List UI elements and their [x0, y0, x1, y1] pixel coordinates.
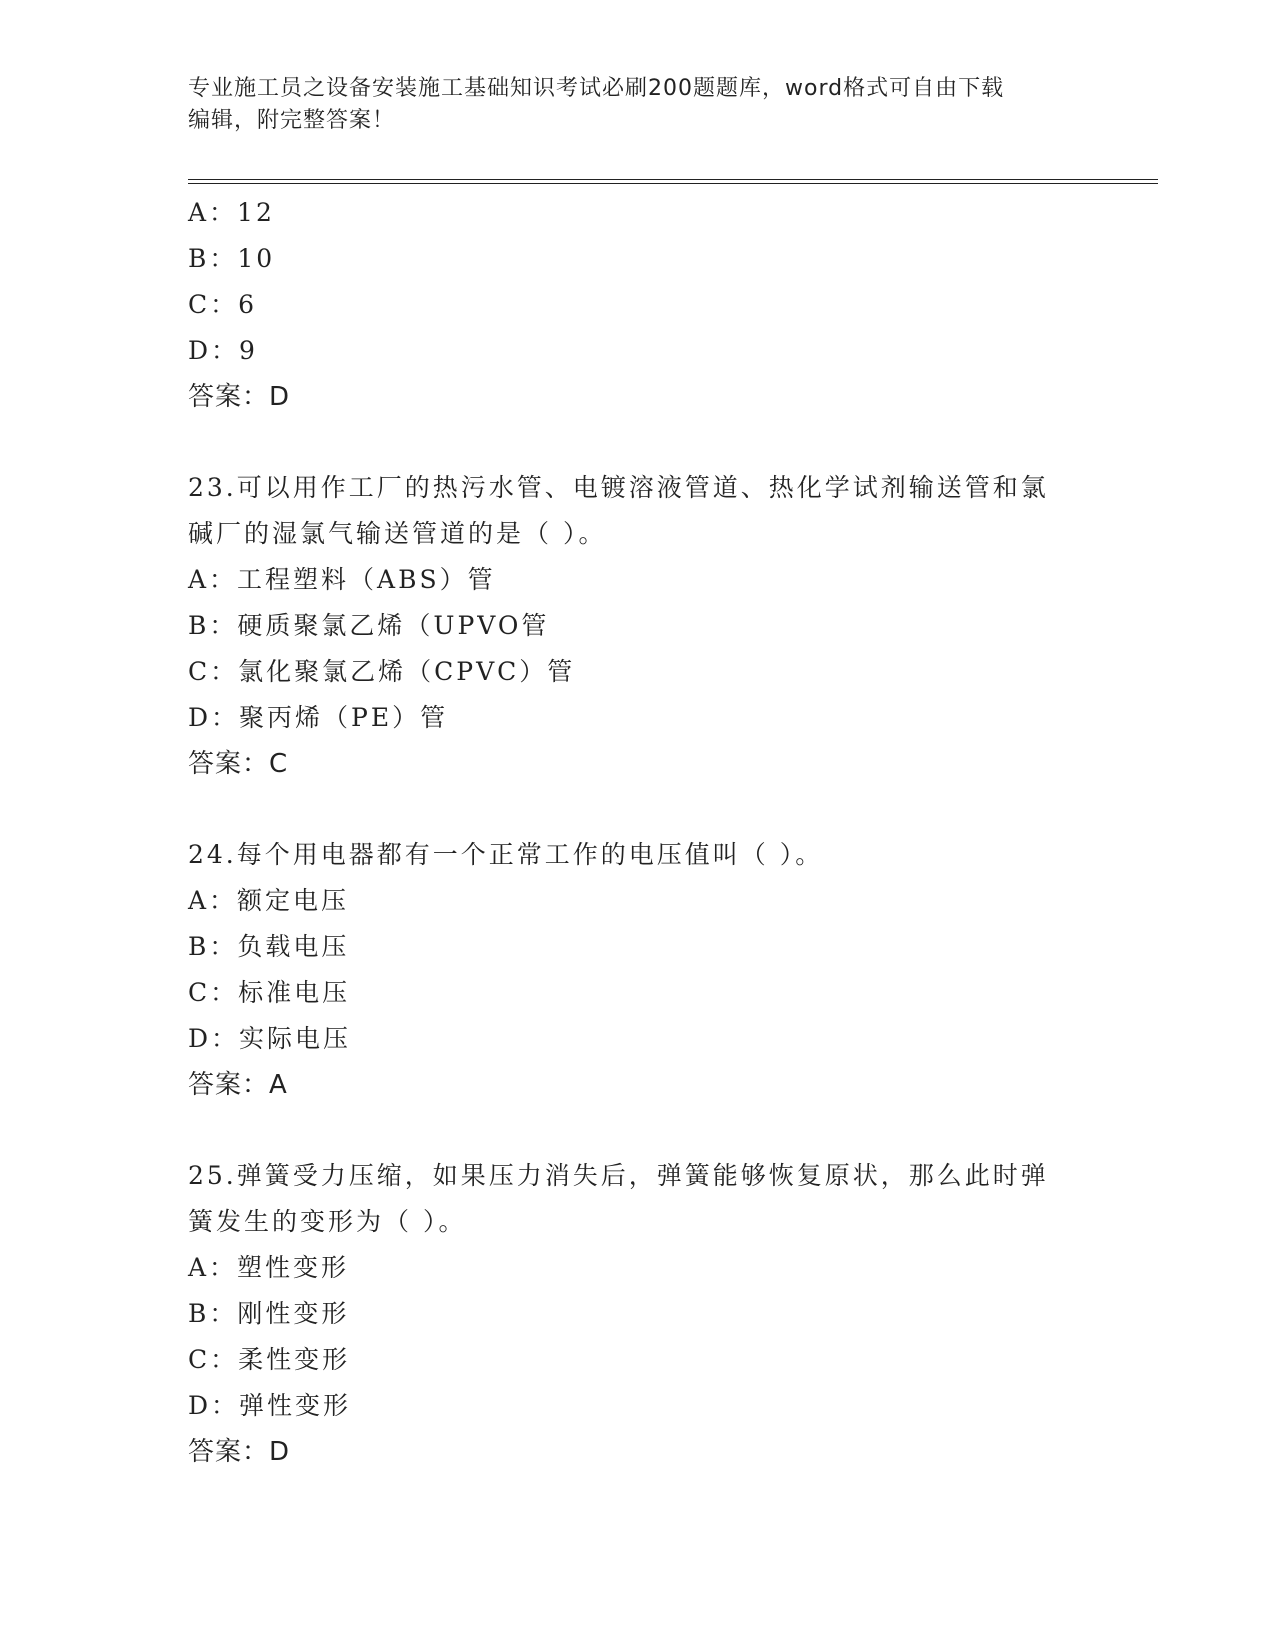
option-c: C：6 — [188, 290, 258, 319]
option-b: B：负载电压 — [188, 932, 350, 961]
spacer — [188, 1108, 1088, 1153]
answer: 答案：D — [188, 1437, 291, 1467]
option-c: C：柔性变形 — [188, 1345, 351, 1374]
option-c: C：氯化聚氯乙烯（CPVC）管 — [188, 657, 576, 686]
question-22 — [188, 190, 1088, 420]
question-text-line-2: 簧发生的变形为（ ）。 — [188, 1207, 467, 1236]
document-header — [188, 73, 1068, 137]
answer: 答案：D — [188, 382, 291, 412]
option-a: A：额定电压 — [188, 886, 350, 915]
question-25 — [188, 1153, 1088, 1475]
header-title-line-2: 编辑，附完整答案！ — [188, 108, 396, 133]
spacer — [188, 420, 1088, 465]
header-divider-bottom — [188, 183, 1158, 184]
header-divider-top — [188, 179, 1158, 180]
question-text-line-2: 碱厂的湿氯气输送管道的是（ ）。 — [188, 519, 607, 548]
option-b: B：10 — [188, 244, 276, 273]
header-title-line-1: 专业施工员之设备安装施工基础知识考试必刷200题题库，word格式可自由下载 — [188, 76, 1005, 101]
question-list — [188, 190, 1088, 1475]
question-23 — [188, 465, 1088, 787]
question-text-line-1: 24.每个用电器都有一个正常工作的电压值叫（ ）。 — [188, 840, 824, 869]
option-b: B：刚性变形 — [188, 1299, 350, 1328]
answer: 答案：C — [188, 749, 289, 779]
option-c: C：标准电压 — [188, 978, 351, 1007]
option-d: D：弹性变形 — [188, 1391, 352, 1420]
option-a: A：12 — [188, 198, 275, 227]
option-d: D：实际电压 — [188, 1024, 352, 1053]
option-d: D：9 — [188, 336, 258, 365]
option-a: A：工程塑料（ABS）管 — [188, 565, 496, 594]
answer: 答案：A — [188, 1070, 288, 1100]
option-a: A：塑性变形 — [188, 1253, 350, 1282]
option-b: B：硬质聚氯乙烯（UPVO管 — [188, 611, 550, 640]
option-d: D：聚丙烯（PE）管 — [188, 703, 449, 732]
question-text-line-1: 25.弹簧受力压缩，如果压力消失后，弹簧能够恢复原状，那么此时弹 — [188, 1161, 1049, 1190]
spacer — [188, 787, 1088, 832]
question-text-line-1: 23.可以用作工厂的热污水管、电镀溶液管道、热化学试剂输送管和氯 — [188, 473, 1049, 502]
question-24 — [188, 832, 1088, 1108]
